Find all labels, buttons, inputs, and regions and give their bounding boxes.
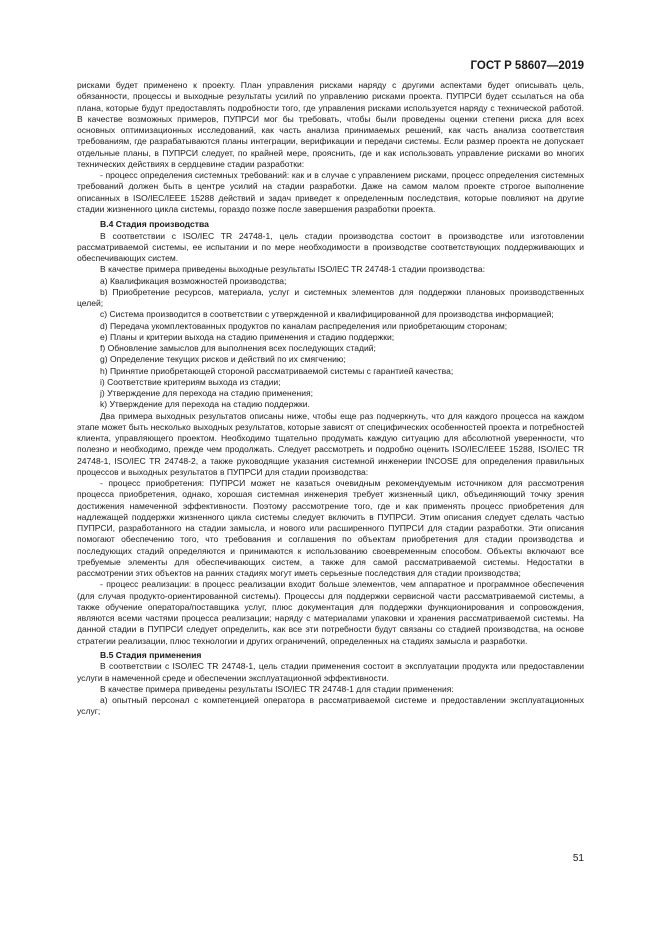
section-heading-b5: В.5 Стадия применения [100, 649, 202, 660]
list-item: j) Утверждение для перехода на стадию применения; [100, 388, 314, 398]
section-heading-b4: В.4 Стадия производства [100, 219, 209, 229]
paragraph: рисками будет применено к проекту. План управления рисками наряду с другими аспектами будет описывать цель, обязанности, процессы и выходные результаты усилий по управлению рисками проекта. ПУПРСИ будет ссылаться на оба плана, которые будут предоставлять подробности того, где управления рисками используется наряду с технической работой. В качестве возможных примеров, ПУПРСИ мог бы требовать, чтобы были проведены оценки степени риска для всех основных оптимизационных исследований, как часть анализа принимаемых решений, как часть анализа соответствия требованиям, где разрабатываются планы интеграции, верификации и передачи системы. Если размер проекта не допускает отдельные планы, в ПУПРСИ следует, по крайней мере, прояснить, где и как использовать управление рисками во многих технических действиях в сердцевине стадии разработки: [77, 80, 584, 169]
list-item: а) опытный персонал с компетенцией оператора в рассматриваемой системе и предоставлении эксплуатационных услуг; [77, 695, 584, 717]
paragraph: В соответствии с ISO/IEC TR 24748-1, цель стадии производства состоит в производстве или изготовлении рассматриваемой системы, ее испытании и по мере необходимости в производстве соответствующих поддерживающих и обеспечивающих систем. [77, 230, 584, 263]
list-item: f) Обновление замыслов для выполнения всех последующих стадий; [100, 343, 376, 353]
document-body [77, 80, 584, 718]
paragraph: - процесс определения системных требований: как и в случае с управлением рисками, процесс определения системных требований должен быть в центре усилий на стадии разработки. Даже на самом малом проекте строгое выполнение описанных в ISO/IEC/IEEE 15288 действий и задач приведет к определенным последствия, которые повлияют на другие стадии жизненного цикла системы, гораздо позже после завершения разработки проекта. [77, 170, 584, 214]
list-item: g) Определение текущих рисков и действий по их смягчению; [100, 354, 346, 365]
list-item: с) Система производится в соответствии с утвержденной и квалифицированной для производства информацией; [100, 309, 554, 320]
paragraph: Два примера выходных результатов описаны ниже, чтобы еще раз подчеркнуть, что для каждого процесса на каждом этапе может быть несколько выходных результатов, которые зависят от специфических особенностей проекта и потребностей клиента, управляющего проектом. Необходимо тщательно продумать каждую ситуацию для абсолютной уверенности, что полезно и необходимо, прежде чем продолжать. Следует рассмотреть и подробно оценить ISO/IEC/IEEE 15288, ISO/IEC TR 24748-1, ISO/IEC TR 24748-2, а также руководящие указания системной инженерии INCOSE для определения правильных процессов и выходных результатов в ПУПРСИ для стадии производства: [77, 410, 584, 477]
document-id: ГОСТ Р 58607—2019 [470, 60, 584, 72]
list-item: b) Приобретение ресурсов, материала, услуг и системных элементов для поддержки плановых производственных целей; [77, 286, 584, 308]
paragraph: В качестве примера приведены результаты ISO/IEC TR 24748-1 для стадии применения: [100, 683, 454, 694]
page-number: 51 [572, 853, 584, 864]
list-item: d) Передача укомплектованных продуктов по каналам распределения или приобретающим сторонам; [100, 320, 508, 331]
paragraph: В соответствии с ISO/IEC TR 24748-1, цель стадии применения состоит в эксплуатации продукта или предоставлении услуги в намеченной среде и обеспечении эксплуатационной эффективности. [77, 661, 584, 683]
list-item: k) Утверждение для перехода на стадию поддержки. [100, 399, 310, 410]
paragraph: - процесс реализации: в процесс реализации входит больше элементов, чем аппаратное и программное обеспечения (для случая продукто-ориентированной системы). Процессы для поддержки сервисной части рассматриваемой системы, а также обучение оператора/поставщика услуг, плюс документация для поддержки функционирования и сопровождения, являются всеми частями процесса реализации; наряду с материалами упаковки и хранения рассматриваемой системы. На данной стадии в ПУПРСИ следует определить, как все эти потребности будут связаны со стадией производства, на основе стратегии реализации, плюс технологии и других ограничений, определенных на стадиях замысла и разработки. [77, 579, 584, 646]
list-item: h) Принятие приобретающей стороной рассматриваемой системы с гарантией качества; [100, 365, 454, 376]
list-item: i) Соответствие критериям выхода из стадии; [100, 376, 281, 387]
paragraph: - процесс приобретения: ПУПРСИ может не казаться очевидным рекомендуемым источником для рассмотрения процесса приобретения, однако, хорошая системная инженерия требует жизненный цикл, объединяющий точку зрения достижения намеченной эффективности. Поэтому рассмотрение того, где и как применять процесс приобретения для надлежащей поддержки жизненного цикла системы следует включить в ПУПРСИ. Этим описания следует сделать частью ПУПРСИ, разработанного на стадии замысла, и нового или расширенного ПУПРСИ для стадии разработки. Эти описания помогают обеспечению того, что требования и соглашения по объектам приобретения для стадии производства и последующих стадий определяются и принимаются к использованию своевременным способом. Объекты включают все требуемые элементы для обеспечивающих систем, а также для самой рассматриваемой системы. Недостатки в рассмотрении этих объектов на ранних стадиях могут иметь серьезные последствия для стадии производства; [77, 478, 584, 578]
list-item: а) Квалификация возможностей производства; [100, 275, 287, 286]
list-item: e) Планы и критерии выхода на стадию применения и стадию поддержки; [100, 331, 395, 342]
paragraph: В качестве примера приведены выходные результаты ISO/IEC TR 24748-1 стадии производства: [100, 264, 485, 275]
